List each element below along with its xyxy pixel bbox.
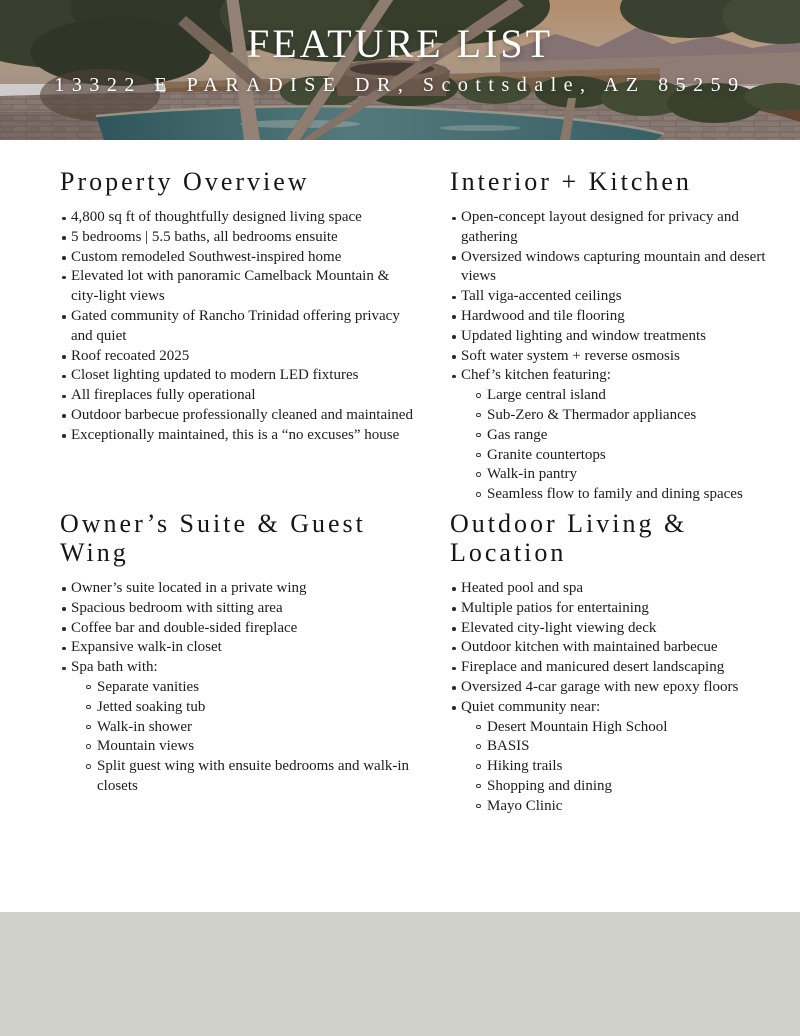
feature-subitem: Shopping and dining	[474, 777, 795, 797]
feature-item	[450, 599, 795, 619]
feature-item	[60, 248, 420, 268]
feature-item-text: Soft water system + reverse osmosis	[461, 347, 680, 364]
feature-item	[450, 658, 795, 678]
feature-list	[60, 208, 420, 446]
feature-item-text: Roof recoated 2025	[71, 347, 190, 364]
feature-item-text: Oversized windows capturing mountain and desert views	[461, 248, 766, 285]
section-outdoor-living-location	[450, 509, 795, 817]
feature-subitem: Large central island	[474, 386, 795, 406]
feature-sublist	[474, 718, 795, 817]
feature-item	[60, 386, 420, 406]
feature-subitem: Seamless flow to family and dining spaces	[474, 485, 795, 505]
feature-subitem: Walk-in shower	[84, 718, 420, 738]
feature-item-text: Heated pool and spa	[461, 579, 584, 596]
feature-item	[450, 366, 795, 505]
feature-item-text: Spa bath with:	[71, 659, 158, 676]
feature-item	[450, 638, 795, 658]
feature-item-text: Owner’s suite located in a private wing	[71, 579, 307, 596]
feature-subitem: Desert Mountain High School	[474, 718, 795, 738]
feature-item	[450, 327, 795, 347]
feature-subitem: Hiking trails	[474, 757, 795, 777]
feature-item	[60, 426, 420, 446]
section-title: Owner’s Suite & Guest Wing	[60, 508, 366, 567]
section-title: Interior + Kitchen	[450, 167, 692, 196]
feature-item-text: Spacious bedroom with sitting area	[71, 599, 283, 616]
feature-item-text: Multiple patios for entertaining	[461, 599, 649, 616]
feature-item	[60, 366, 420, 386]
page-title: FEATURE LIST	[247, 21, 553, 66]
feature-item-text: Elevated lot with panoramic Camelback Mountain & city-light views	[71, 268, 390, 305]
feature-subitem: BASIS	[474, 737, 795, 757]
feature-item-text: Elevated city-light viewing deck	[461, 619, 657, 636]
feature-item-text: Chef’s kitchen featuring:	[461, 367, 611, 384]
property-address: 13322 E PARADISE DR, Scottsdale, AZ 85259	[54, 74, 746, 96]
feature-item-text: Coffee bar and double-sided fireplace	[71, 619, 298, 636]
feature-item	[450, 579, 795, 599]
feature-item-text: Exceptionally maintained, this is a “no excuses” house	[71, 426, 400, 443]
feature-subitem: Sub-Zero & Thermador appliances	[474, 406, 795, 426]
feature-columns	[60, 167, 800, 817]
feature-item-text: Oversized 4-car garage with new epoxy floors	[461, 678, 739, 695]
feature-item-text: Open-concept layout designed for privacy and gathering	[461, 209, 739, 245]
feature-item	[450, 248, 795, 288]
feature-item-text: Fireplace and manicured desert landscaping	[461, 659, 725, 676]
feature-item-text: Tall viga-accented ceilings	[461, 288, 622, 305]
feature-subitem: Separate vanities	[84, 678, 420, 698]
feature-item	[60, 307, 420, 347]
feature-item-text: Hardwood and tile flooring	[461, 307, 625, 324]
feature-item	[450, 678, 795, 698]
feature-item-text: Gated community of Rancho Trinidad offering privacy and quiet	[71, 307, 400, 344]
feature-subitem: Mountain views	[84, 737, 420, 757]
feature-item-text: All fireplaces fully operational	[71, 387, 256, 404]
header-photo	[0, 0, 800, 140]
section-title: Outdoor Living & Location	[450, 508, 688, 567]
feature-item	[60, 228, 420, 248]
feature-item	[60, 267, 420, 307]
feature-subitem: Jetted soaking tub	[84, 698, 420, 718]
feature-item	[60, 619, 420, 639]
hero-text	[0, 0, 800, 140]
feature-sublist	[84, 678, 420, 797]
section-property-overview	[60, 167, 420, 446]
feature-item	[450, 307, 795, 327]
section-interior-kitchen	[450, 167, 795, 505]
feature-item	[60, 658, 420, 797]
feature-item-text: 4,800 sq ft of thoughtfully designed living space	[71, 209, 362, 225]
feature-item-text: Closet lighting updated to modern LED fixtures	[71, 367, 359, 384]
feature-item-text: Expansive walk-in closet	[71, 639, 222, 656]
feature-item	[60, 579, 420, 599]
section-title: Property Overview	[60, 167, 310, 196]
section-owners-suite-guest-wing	[60, 509, 420, 797]
feature-item	[60, 347, 420, 367]
footer-band	[0, 912, 800, 1036]
feature-subitem: Walk-in pantry	[474, 465, 795, 485]
feature-item-text: Custom remodeled Southwest-inspired home	[71, 248, 342, 265]
feature-item-text: Outdoor kitchen with maintained barbecue	[461, 639, 718, 656]
feature-item-text: Updated lighting and window treatments	[461, 327, 706, 344]
feature-list	[450, 579, 795, 817]
feature-item	[450, 208, 795, 248]
feature-item	[450, 619, 795, 639]
feature-subitem: Mayo Clinic	[474, 797, 795, 817]
feature-list	[60, 579, 420, 797]
feature-subitem: Granite countertops	[474, 446, 795, 466]
feature-item	[450, 698, 795, 817]
feature-sublist	[474, 386, 795, 505]
feature-item	[60, 208, 420, 228]
feature-list	[450, 208, 795, 505]
feature-item	[60, 599, 420, 619]
feature-item	[60, 638, 420, 658]
feature-item	[60, 406, 420, 426]
feature-item-text: 5 bedrooms | 5.5 baths, all bedrooms ensuite	[71, 228, 338, 245]
content	[0, 140, 800, 817]
feature-item	[450, 287, 795, 307]
feature-item	[450, 347, 795, 367]
feature-subitem: Gas range	[474, 426, 795, 446]
feature-subitem: Split guest wing with ensuite bedrooms and walk-in closets	[84, 757, 420, 797]
feature-item-text: Outdoor barbecue professionally cleaned and maintained	[71, 406, 413, 423]
feature-item-text: Quiet community near:	[461, 698, 601, 715]
